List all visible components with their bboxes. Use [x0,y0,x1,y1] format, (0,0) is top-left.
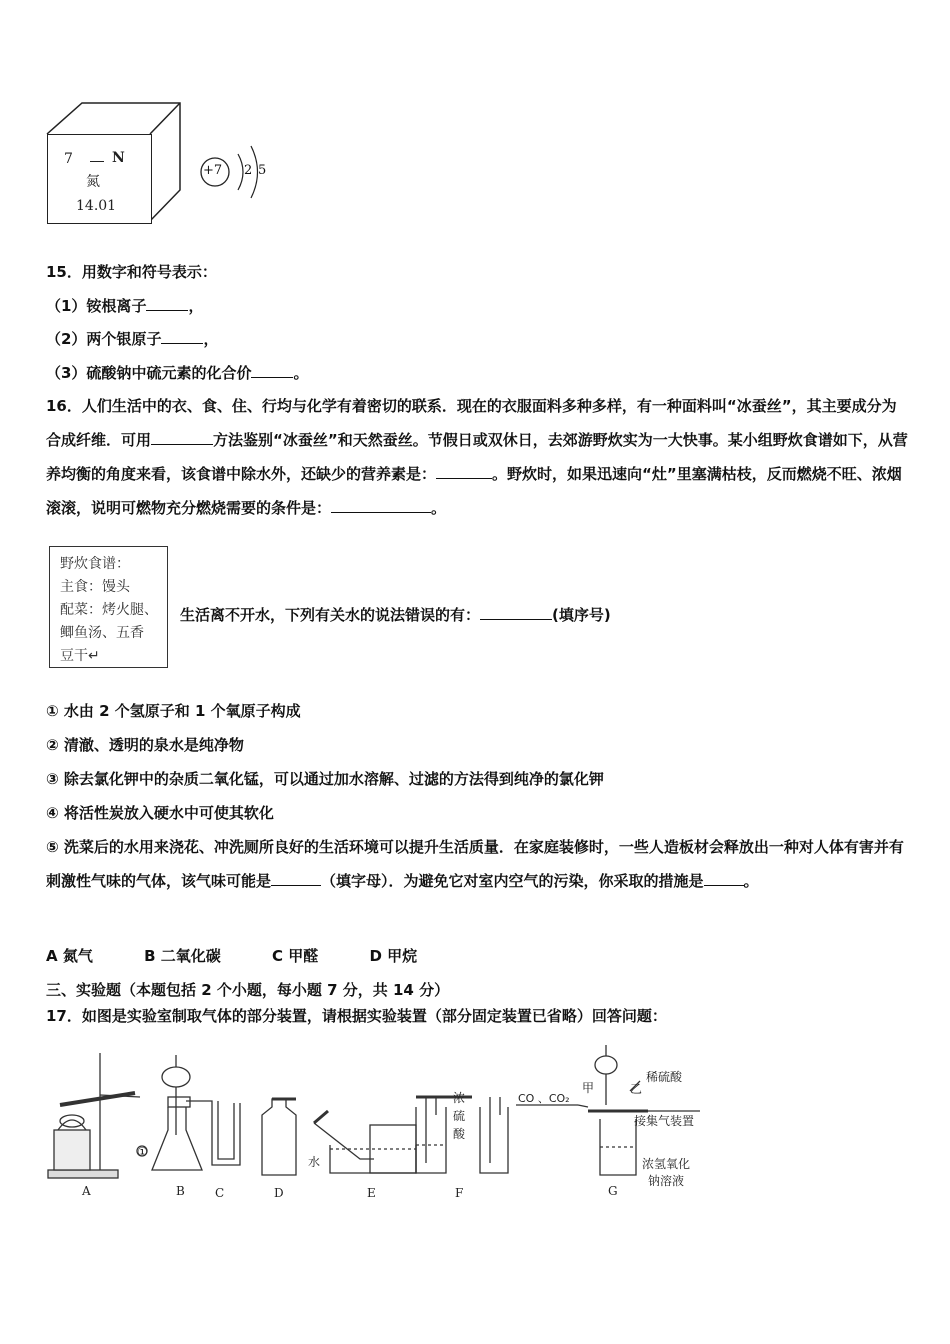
q16-blank1[interactable] [151,430,213,445]
water-question [180,605,611,625]
option-b: B 二氧化碳 [144,947,221,965]
s5-blank1[interactable] [271,871,321,886]
statement-5c: 。 [743,872,759,890]
q15-item3 [46,363,308,383]
q16-p3: 。野炊时，如果迅速向“灶”里塞满枯枝，反而燃烧不旺、浓烟滚滚，说明可燃物充分燃烧需要的条件是： [46,465,902,517]
q16-blank3[interactable] [331,498,431,513]
cell-dash [90,161,104,162]
atomic-mass: 14.01 [76,198,117,214]
statement-5 [46,830,908,898]
apparatus-d [262,1099,296,1175]
cube-front [47,134,152,224]
q15-item2-end: ， [203,330,219,348]
statement-5b: （填字母）．为避免它对室内空气的污染，你采取的措施是 [321,872,704,890]
statement-3: ③ 除去氯化钾中的杂质二氧化锰，可以通过加水溶解、过滤的方法得到纯净的氯化钾 [46,770,604,788]
menu-line3: 鲫鱼汤、五香 [60,625,144,641]
q15-item3-text: （3）硫酸钠中硫元素的化合价 [46,364,252,382]
water-blank[interactable] [480,605,552,620]
label-a: A [82,1184,91,1198]
label-g: G [608,1184,618,1198]
q15-blank3[interactable] [251,363,293,378]
label-circle-1: ① [137,1145,148,1159]
menu-line1: 主食：馒头 [60,579,130,595]
q15-item3-end: 。 [293,364,309,382]
q15-blank2[interactable] [161,329,203,344]
label-jia: 甲 [582,1081,595,1095]
q15-item1-text: （1）铵根离子 [46,297,147,315]
label-collect: 接集气装置 [634,1114,695,1128]
apparatus-e [314,1111,416,1173]
statement-1: ① 水由 2 个氢原子和 1 个氧原子构成 [46,702,301,720]
label-c: C [215,1186,225,1200]
shell1-electrons: 2 [244,163,253,178]
q15-item2-text: （2）两个银原子 [46,330,162,348]
label-b: B [176,1184,185,1198]
q15-item1 [46,296,203,316]
option-c: C 甲醛 [271,947,319,965]
section3-title: 三、实验题（本题包括 2 个小题，每小题 7 分，共 14 分） [46,981,450,999]
option-a: A 氮气 [46,947,93,965]
label-acid-f-1: 浓 [453,1091,466,1105]
q16-options [46,946,463,966]
q16-p1: 16．人们生活中的衣、食、住、行均与化学有着密切的联系．现在的衣服面料多种多样，有一种面料叫“冰蚕丝”，其主要成分为合成纤维．可用 [46,397,897,449]
q15-item2 [46,329,218,349]
q16-paragraph [46,389,908,525]
atomic-number: 7 [64,151,73,167]
nucleus-charge: +7 [203,163,223,178]
element-name: 氮 [86,174,100,190]
statement-5a: ⑤ 洗菜后的水用来浇花、冲洗厕所良好的生活环境可以提升生活质量．在家庭装修时，一些人造板材会释放出一种对人体有害并有刺激性气味的气体，该气味可能是 [46,838,904,890]
label-d: D [274,1186,284,1200]
q16-blank2[interactable] [436,464,492,479]
apparatus-c [210,1101,240,1165]
q15-title: 15．用数字和符号表示： [46,263,217,281]
menu-line2: 配菜：烤火腿、 [60,602,158,618]
label-naoh-1: 浓氢氧化 [642,1157,691,1171]
label-water: 水 [308,1155,321,1169]
element-symbol: N [112,150,125,166]
q15-blank1[interactable] [146,296,188,311]
q16-p4: 。 [431,499,447,517]
picnic-menu-box [49,546,168,668]
q16-p2: 方法鉴别“冰蚕丝”和天然蚕丝。节假日或双休日，去郊游野炊实为一大快事。某小组野炊食谱如下，从营养均衡的角度来看，该食谱中除水外，还缺少的营养素是： [46,431,908,483]
apparatus-a [48,1053,140,1178]
water-question-text: 生活离不开水，下列有关水的说法错误的有： [180,606,481,624]
water-question-end: (填序号) [552,606,611,624]
option-d: D 甲烷 [369,947,418,965]
statement-4: ④ 将活性炭放入硬水中可使其软化 [46,804,274,822]
label-dilute-acid: 稀硫酸 [646,1070,683,1084]
label-acid-f-3: 酸 [453,1127,466,1141]
label-naoh-2: 钠溶液 [648,1174,685,1188]
q17-title: 17．如图是实验室制取气体的部分装置，请根据实验装置（部分固定装置已省略）回答问题： [46,1007,667,1025]
label-gas-in: CO 、CO₂ [518,1092,570,1105]
label-f: F [455,1186,464,1200]
apparatus-b [137,1055,210,1170]
q15-item1-end: ， [188,297,204,315]
label-yi: 乙 [630,1082,643,1096]
menu-line4: 豆干↵ [60,648,100,664]
label-e: E [367,1186,376,1200]
statement-2: ② 清澈、透明的泉水是纯净物 [46,736,244,754]
label-acid-f-2: 硫 [453,1109,466,1123]
s5-blank2[interactable] [704,871,744,886]
shell2-electrons: 5 [258,163,267,178]
menu-title: 野炊食谱： [60,556,130,572]
